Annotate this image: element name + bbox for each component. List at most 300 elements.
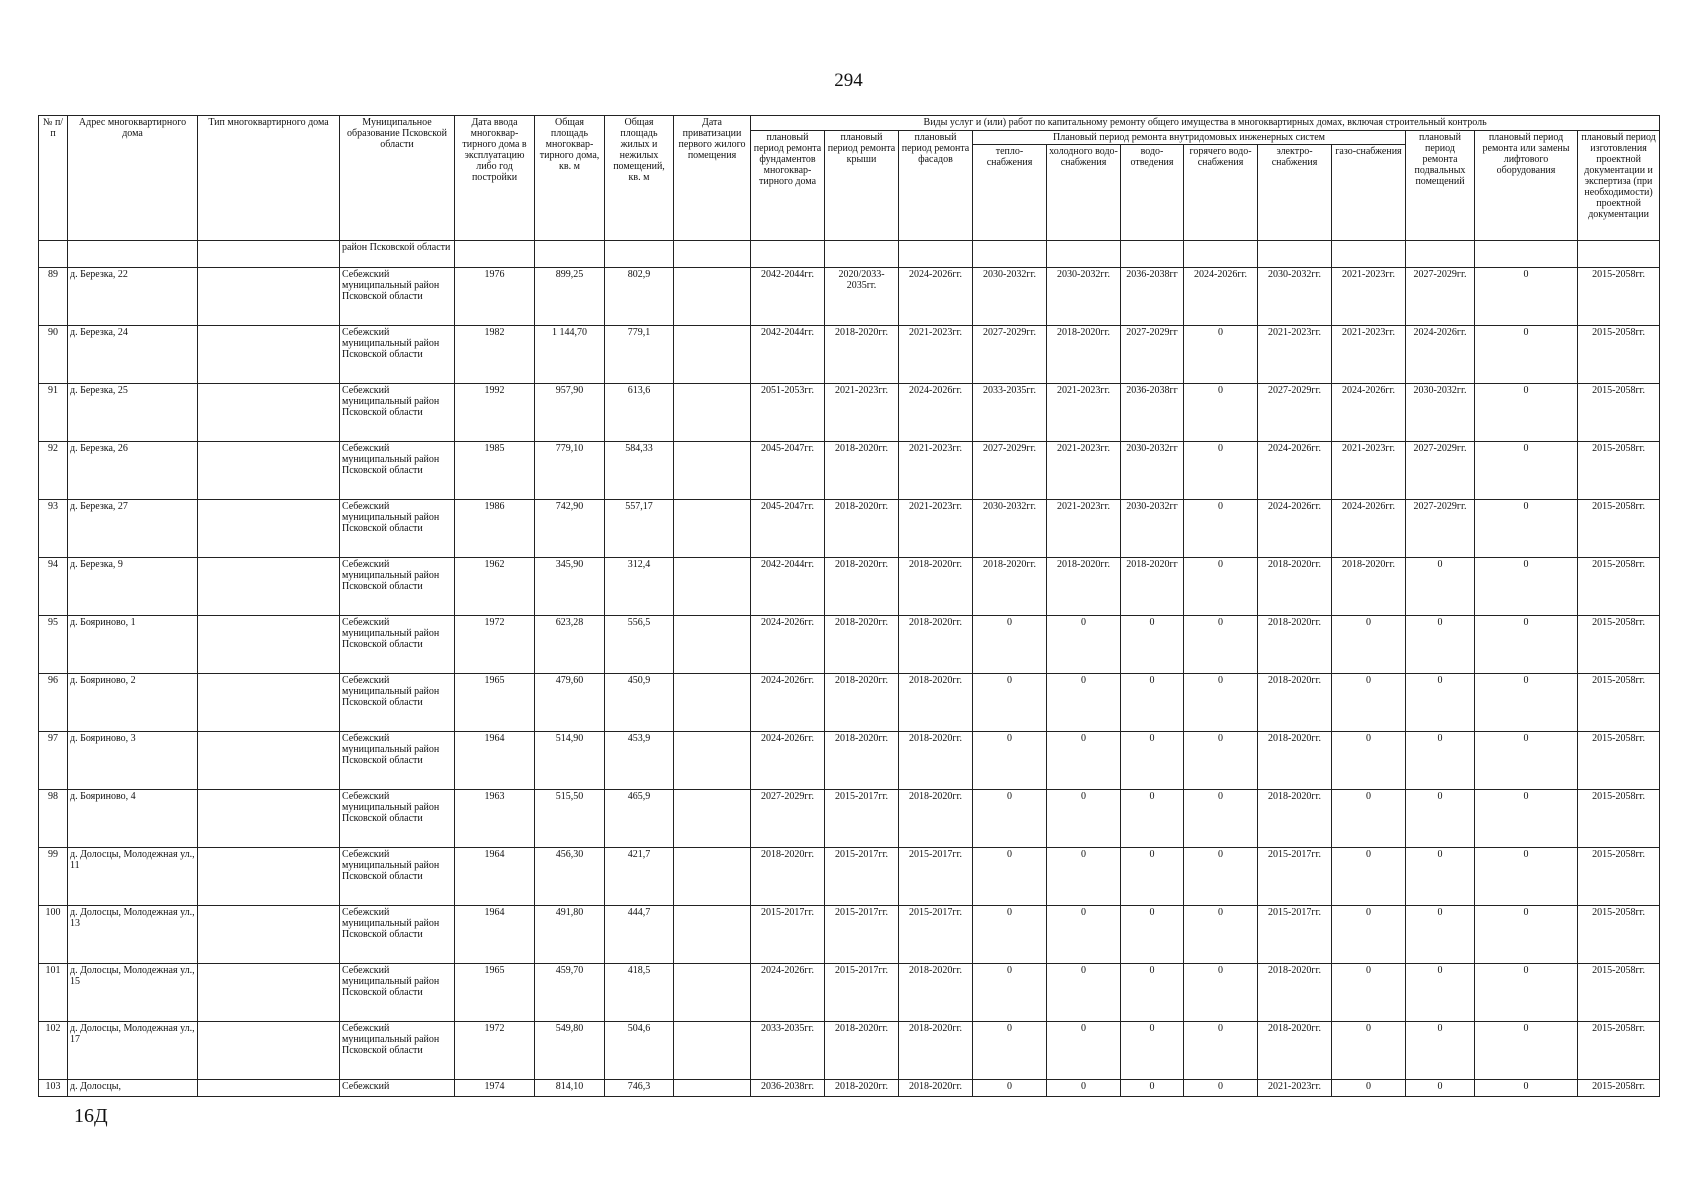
- cell-living-area: 557,17: [605, 500, 674, 558]
- cell-facade: 2018-2020гг.: [899, 558, 973, 616]
- cell-basement: 2030-2032гг.: [1406, 384, 1475, 442]
- cell-elevator: 0: [1475, 326, 1578, 384]
- cell-sewerage: 2036-2038гг: [1121, 384, 1184, 442]
- cell-address: д. Березка, 27: [68, 500, 198, 558]
- cell-electricity: 2027-2029гг.: [1258, 384, 1332, 442]
- header-systems-group: Плановый период ремонта внутридомовых инженерных систем: [973, 131, 1406, 145]
- cell-electricity: 2018-2020гг.: [1258, 558, 1332, 616]
- cell-foundation: 2027-2029гг.: [751, 790, 825, 848]
- cell-total-area: 814,10: [535, 1080, 605, 1097]
- cell-electricity: 2018-2020гг.: [1258, 674, 1332, 732]
- cell-num: 96: [39, 674, 68, 732]
- cell-sewerage: 0: [1121, 906, 1184, 964]
- cell-address: д. Березка, 24: [68, 326, 198, 384]
- table-row: [39, 848, 1660, 906]
- cell-cold-water: 0: [1047, 1080, 1121, 1097]
- header-facade: плановый период ремонта фасадов: [899, 131, 973, 241]
- cell-hot-water: 0: [1184, 558, 1258, 616]
- cell-sewerage: 0: [1121, 964, 1184, 1022]
- cell-address: д. Березка, 9: [68, 558, 198, 616]
- table-row: [39, 326, 1660, 384]
- cell-design-docs: 2015-2058гг.: [1578, 848, 1660, 906]
- cell-heating: 2033-2035гг.: [973, 384, 1047, 442]
- cell-address: д. Бояриново, 2: [68, 674, 198, 732]
- cell-sewerage: 0: [1121, 1080, 1184, 1097]
- cell-hot-water: 0: [1184, 674, 1258, 732]
- cell-roof: 2018-2020гг.: [825, 674, 899, 732]
- cell-hot-water: 0: [1184, 732, 1258, 790]
- cell-foundation: 2042-2044гг.: [751, 268, 825, 326]
- cell-living-area: 312,4: [605, 558, 674, 616]
- cell-hot-water: 0: [1184, 964, 1258, 1022]
- cell-elevator: 0: [1475, 964, 1578, 1022]
- cell-cold-water: 0: [1047, 732, 1121, 790]
- cell-privatization: [674, 1022, 751, 1080]
- cell-year: 1985: [455, 442, 535, 500]
- cell-num: 101: [39, 964, 68, 1022]
- cell-basement: 2027-2029гг.: [1406, 500, 1475, 558]
- cell-facade: 2021-2023гг.: [899, 326, 973, 384]
- cell-foundation: 2024-2026гг.: [751, 674, 825, 732]
- table-row: [39, 442, 1660, 500]
- cell-heating: 2027-2029гг.: [973, 326, 1047, 384]
- cell-year: 1974: [455, 1080, 535, 1097]
- cell-sewerage: 0: [1121, 732, 1184, 790]
- cell-privatization: [674, 268, 751, 326]
- cell-municipality: Себежский муниципальный район Псковской области: [340, 558, 455, 616]
- cell-address: д. Березка, 25: [68, 384, 198, 442]
- header-privatization-date: Дата приватизации первого жилого помещения: [674, 116, 751, 241]
- cell-municipality: Себежский муниципальный район Псковской области: [340, 674, 455, 732]
- cell-type: [198, 500, 340, 558]
- cell-num: 90: [39, 326, 68, 384]
- cell-municipality: Себежский муниципальный район Псковской области: [340, 500, 455, 558]
- cell-cold-water: 2018-2020гг.: [1047, 326, 1121, 384]
- cell-municipality: Себежский муниципальный район Псковской области: [340, 384, 455, 442]
- cell-facade: 2018-2020гг.: [899, 732, 973, 790]
- cell-type: [198, 442, 340, 500]
- cell-electricity: 2024-2026гг.: [1258, 442, 1332, 500]
- cell-basement: 0: [1406, 558, 1475, 616]
- cell-facade: 2024-2026гг.: [899, 384, 973, 442]
- cell-cold-water: 2018-2020гг.: [1047, 558, 1121, 616]
- table-row: [39, 500, 1660, 558]
- cell-year: 1964: [455, 848, 535, 906]
- cell-living-area: 613,6: [605, 384, 674, 442]
- cell-basement: 0: [1406, 732, 1475, 790]
- cell-year: 1965: [455, 674, 535, 732]
- cell-electricity: 2018-2020гг.: [1258, 732, 1332, 790]
- cell-municipality: Себежский муниципальный район Псковской области: [340, 442, 455, 500]
- cell-type: [198, 384, 340, 442]
- cell-municipality: Себежский муниципальный район Псковской области: [340, 616, 455, 674]
- cell-heating: 0: [973, 1022, 1047, 1080]
- cell-privatization: [674, 674, 751, 732]
- cell-cold-water: 0: [1047, 616, 1121, 674]
- cell-heating: 2030-2032гг.: [973, 500, 1047, 558]
- cell-year: 1992: [455, 384, 535, 442]
- cell-privatization: [674, 732, 751, 790]
- cell-sewerage: 0: [1121, 616, 1184, 674]
- cell-privatization: [674, 558, 751, 616]
- cell-type: [198, 616, 340, 674]
- cell-heating: 2027-2029гг.: [973, 442, 1047, 500]
- cell-elevator: 0: [1475, 384, 1578, 442]
- cell-privatization: [674, 500, 751, 558]
- cell-type: [198, 732, 340, 790]
- cell-gas: 0: [1332, 732, 1406, 790]
- cell-address: д. Долосцы, Молодежная ул., 13: [68, 906, 198, 964]
- cell-facade: 2018-2020гг.: [899, 790, 973, 848]
- cell-heating: 0: [973, 616, 1047, 674]
- cell-basement: 0: [1406, 848, 1475, 906]
- cell-gas: 0: [1332, 674, 1406, 732]
- cell-foundation: 2024-2026гг.: [751, 616, 825, 674]
- header-design-docs: плановый период изготовления проектной документации и экспертиза (при необходимости) проектной документации: [1578, 131, 1660, 241]
- cell-num: 89: [39, 268, 68, 326]
- cell-type: [198, 906, 340, 964]
- cell-basement: 0: [1406, 964, 1475, 1022]
- cell-sewerage: 2036-2038гг: [1121, 268, 1184, 326]
- cell-municipality: Себежский: [340, 1080, 455, 1097]
- cell-foundation: 2024-2026гг.: [751, 732, 825, 790]
- cell-heating: 2018-2020гг.: [973, 558, 1047, 616]
- cell-foundation: 2015-2017гг.: [751, 906, 825, 964]
- cell-design-docs: 2015-2058гг.: [1578, 1080, 1660, 1097]
- cell-elevator: 0: [1475, 1080, 1578, 1097]
- cell-living-area: 418,5: [605, 964, 674, 1022]
- page-number: 294: [834, 70, 863, 91]
- cell-num: 103: [39, 1080, 68, 1097]
- table-row: [39, 384, 1660, 442]
- cell-electricity: 2021-2023гг.: [1258, 1080, 1332, 1097]
- cell-total-area: 742,90: [535, 500, 605, 558]
- cell-heating: 0: [973, 732, 1047, 790]
- cell-roof: 2018-2020гг.: [825, 732, 899, 790]
- cell-electricity: 2018-2020гг.: [1258, 790, 1332, 848]
- cell-gas: 0: [1332, 964, 1406, 1022]
- cell-municipality: Себежский муниципальный район Псковской области: [340, 326, 455, 384]
- cell-gas: 2018-2020гг.: [1332, 558, 1406, 616]
- header-num: № п/п: [39, 116, 68, 241]
- header-cold-water: холодного водо-снабжения: [1047, 145, 1121, 241]
- cell-year: 1972: [455, 1022, 535, 1080]
- cell-year: 1972: [455, 616, 535, 674]
- cell-type: [198, 1022, 340, 1080]
- header-total-area: Общая площадь многоквар-тирного дома, кв. м: [535, 116, 605, 241]
- cell-foundation: 2033-2035гг.: [751, 1022, 825, 1080]
- cell-cold-water: 0: [1047, 848, 1121, 906]
- cell-facade: 2015-2017гг.: [899, 906, 973, 964]
- cell-address: д. Долосцы, Молодежная ул., 15: [68, 964, 198, 1022]
- cell-hot-water: 0: [1184, 790, 1258, 848]
- cell-privatization: [674, 384, 751, 442]
- page-code: 16Д: [74, 1105, 108, 1127]
- cell-elevator: 0: [1475, 558, 1578, 616]
- cell-roof: 2021-2023гг.: [825, 384, 899, 442]
- header-commission-date: Дата ввода многоквар-тирного дома в эксплуатацию либо год постройки: [455, 116, 535, 241]
- cell-design-docs: 2015-2058гг.: [1578, 616, 1660, 674]
- cell-living-area: 453,9: [605, 732, 674, 790]
- cell-design-docs: 2015-2058гг.: [1578, 964, 1660, 1022]
- table-row: [39, 906, 1660, 964]
- cell-address: д. Долосцы, Молодежная ул., 17: [68, 1022, 198, 1080]
- cell-heating: 0: [973, 964, 1047, 1022]
- cell-privatization: [674, 906, 751, 964]
- cell-gas: 2021-2023гг.: [1332, 268, 1406, 326]
- cell-living-area: 802,9: [605, 268, 674, 326]
- cell-facade: 2018-2020гг.: [899, 1080, 973, 1097]
- header-hot-water: горячего водо-снабжения: [1184, 145, 1258, 241]
- cell-year: 1964: [455, 732, 535, 790]
- cell-elevator: 0: [1475, 442, 1578, 500]
- header-basement: плановый период ремонта подвальных помещений: [1406, 131, 1475, 241]
- repair-schedule-table: [38, 115, 1660, 1097]
- cell-living-area: 421,7: [605, 848, 674, 906]
- cell-facade: 2018-2020гг.: [899, 964, 973, 1022]
- cell-address: д. Березка, 22: [68, 268, 198, 326]
- cell-roof: 2018-2020гг.: [825, 616, 899, 674]
- continuation-text: район Псковской области: [340, 241, 455, 268]
- cell-privatization: [674, 1080, 751, 1097]
- cell-year: 1964: [455, 906, 535, 964]
- header-heating: тепло-снабжения: [973, 145, 1047, 241]
- cell-heating: 0: [973, 906, 1047, 964]
- header-living-area: Общая площадь жилых и нежилых помещений, кв. м: [605, 116, 674, 241]
- cell-year: 1965: [455, 964, 535, 1022]
- header-works-group: Виды услуг и (или) работ по капитальному ремонту общего имущества в многоквартирных домах, включая строительный контроль: [751, 116, 1660, 131]
- cell-address: д. Бояриново, 4: [68, 790, 198, 848]
- cell-facade: 2015-2017гг.: [899, 848, 973, 906]
- table-row: [39, 964, 1660, 1022]
- cell-privatization: [674, 848, 751, 906]
- cell-num: 92: [39, 442, 68, 500]
- cell-year: 1986: [455, 500, 535, 558]
- header-sewerage: водо-отведения: [1121, 145, 1184, 241]
- cell-elevator: 0: [1475, 1022, 1578, 1080]
- cell-total-area: 515,50: [535, 790, 605, 848]
- cell-type: [198, 674, 340, 732]
- cell-total-area: 1 144,70: [535, 326, 605, 384]
- cell-living-area: 556,5: [605, 616, 674, 674]
- header-type: Тип многоквартирного дома: [198, 116, 340, 241]
- cell-type: [198, 326, 340, 384]
- cell-total-area: 491,80: [535, 906, 605, 964]
- cell-cold-water: 2021-2023гг.: [1047, 500, 1121, 558]
- cell-hot-water: 2024-2026гг.: [1184, 268, 1258, 326]
- cell-facade: 2021-2023гг.: [899, 500, 973, 558]
- cell-foundation: 2042-2044гг.: [751, 558, 825, 616]
- cell-electricity: 2018-2020гг.: [1258, 964, 1332, 1022]
- cell-basement: 0: [1406, 1080, 1475, 1097]
- cell-heating: 0: [973, 674, 1047, 732]
- cell-type: [198, 790, 340, 848]
- cell-num: 95: [39, 616, 68, 674]
- header-electricity: электро-снабжения: [1258, 145, 1332, 241]
- cell-year: 1963: [455, 790, 535, 848]
- cell-facade: 2024-2026гг.: [899, 268, 973, 326]
- cell-total-area: 514,90: [535, 732, 605, 790]
- cell-privatization: [674, 790, 751, 848]
- cell-municipality: Себежский муниципальный район Псковской области: [340, 848, 455, 906]
- cell-elevator: 0: [1475, 268, 1578, 326]
- cell-electricity: 2030-2032гг.: [1258, 268, 1332, 326]
- cell-hot-water: 0: [1184, 384, 1258, 442]
- cell-sewerage: 2018-2020гг: [1121, 558, 1184, 616]
- cell-year: 1962: [455, 558, 535, 616]
- cell-address: д. Долосцы,: [68, 1080, 198, 1097]
- cell-electricity: 2018-2020гг.: [1258, 1022, 1332, 1080]
- cell-address: д. Березка, 26: [68, 442, 198, 500]
- cell-roof: 2018-2020гг.: [825, 1080, 899, 1097]
- cell-design-docs: 2015-2058гг.: [1578, 500, 1660, 558]
- cell-sewerage: 0: [1121, 1022, 1184, 1080]
- cell-facade: 2021-2023гг.: [899, 442, 973, 500]
- cell-type: [198, 848, 340, 906]
- cell-elevator: 0: [1475, 790, 1578, 848]
- table-row-truncated: [39, 1080, 1660, 1097]
- cell-basement: 0: [1406, 906, 1475, 964]
- cell-roof: 2018-2020гг.: [825, 500, 899, 558]
- cell-num: 99: [39, 848, 68, 906]
- cell-total-area: 479,60: [535, 674, 605, 732]
- cell-gas: 0: [1332, 848, 1406, 906]
- cell-elevator: 0: [1475, 906, 1578, 964]
- cell-elevator: 0: [1475, 848, 1578, 906]
- continuation-row: [39, 241, 1660, 268]
- cell-total-area: 456,30: [535, 848, 605, 906]
- cell-design-docs: 2015-2058гг.: [1578, 790, 1660, 848]
- cell-facade: 2018-2020гг.: [899, 1022, 973, 1080]
- cell-sewerage: 0: [1121, 848, 1184, 906]
- cell-design-docs: 2015-2058гг.: [1578, 558, 1660, 616]
- cell-cold-water: 2021-2023гг.: [1047, 442, 1121, 500]
- cell-cold-water: 0: [1047, 790, 1121, 848]
- table-row: [39, 1022, 1660, 1080]
- table-row: [39, 616, 1660, 674]
- cell-gas: 0: [1332, 1022, 1406, 1080]
- cell-total-area: 623,28: [535, 616, 605, 674]
- cell-hot-water: 0: [1184, 616, 1258, 674]
- cell-year: 1982: [455, 326, 535, 384]
- header-roof: плановый период ремонта крыши: [825, 131, 899, 241]
- cell-municipality: Себежский муниципальный район Псковской области: [340, 964, 455, 1022]
- cell-roof: 2015-2017гг.: [825, 964, 899, 1022]
- cell-privatization: [674, 616, 751, 674]
- cell-facade: 2018-2020гг.: [899, 616, 973, 674]
- cell-foundation: 2045-2047гг.: [751, 500, 825, 558]
- cell-foundation: 2018-2020гг.: [751, 848, 825, 906]
- header-foundation: плановый период ремонта фундаментов многоквар-тирного дома: [751, 131, 825, 241]
- cell-foundation: 2042-2044гг.: [751, 326, 825, 384]
- cell-heating: 0: [973, 1080, 1047, 1097]
- cell-hot-water: 0: [1184, 326, 1258, 384]
- cell-address: д. Долосцы, Молодежная ул., 11: [68, 848, 198, 906]
- cell-hot-water: 0: [1184, 906, 1258, 964]
- cell-electricity: 2018-2020гг.: [1258, 616, 1332, 674]
- table-row: [39, 790, 1660, 848]
- cell-sewerage: 2030-2032гг: [1121, 442, 1184, 500]
- cell-address: д. Бояриново, 3: [68, 732, 198, 790]
- cell-num: 102: [39, 1022, 68, 1080]
- table-row: [39, 732, 1660, 790]
- cell-gas: 0: [1332, 790, 1406, 848]
- cell-elevator: 0: [1475, 616, 1578, 674]
- cell-hot-water: 0: [1184, 848, 1258, 906]
- cell-type: [198, 964, 340, 1022]
- cell-hot-water: 0: [1184, 1080, 1258, 1097]
- cell-num: 97: [39, 732, 68, 790]
- cell-privatization: [674, 326, 751, 384]
- cell-electricity: 2015-2017гг.: [1258, 906, 1332, 964]
- cell-foundation: 2036-2038гг.: [751, 1080, 825, 1097]
- cell-basement: 0: [1406, 790, 1475, 848]
- cell-total-area: 957,90: [535, 384, 605, 442]
- header-gas: газо-снабжения: [1332, 145, 1406, 241]
- cell-roof: 2015-2017гг.: [825, 790, 899, 848]
- cell-privatization: [674, 442, 751, 500]
- cell-type: [198, 558, 340, 616]
- cell-total-area: 899,25: [535, 268, 605, 326]
- cell-sewerage: 0: [1121, 674, 1184, 732]
- cell-hot-water: 0: [1184, 442, 1258, 500]
- cell-heating: 0: [973, 790, 1047, 848]
- cell-heating: 2030-2032гг.: [973, 268, 1047, 326]
- cell-elevator: 0: [1475, 674, 1578, 732]
- cell-hot-water: 0: [1184, 1022, 1258, 1080]
- cell-basement: 0: [1406, 674, 1475, 732]
- cell-basement: 2027-2029гг.: [1406, 268, 1475, 326]
- cell-living-area: 465,9: [605, 790, 674, 848]
- cell-design-docs: 2015-2058гг.: [1578, 674, 1660, 732]
- table-row: [39, 558, 1660, 616]
- cell-gas: 0: [1332, 1080, 1406, 1097]
- cell-basement: 0: [1406, 616, 1475, 674]
- cell-roof: 2018-2020гг.: [825, 326, 899, 384]
- cell-year: 1976: [455, 268, 535, 326]
- cell-total-area: 779,10: [535, 442, 605, 500]
- cell-municipality: Себежский муниципальный район Псковской области: [340, 1022, 455, 1080]
- cell-cold-water: 2021-2023гг.: [1047, 384, 1121, 442]
- cell-type: [198, 268, 340, 326]
- cell-cold-water: 0: [1047, 674, 1121, 732]
- cell-living-area: 779,1: [605, 326, 674, 384]
- cell-num: 100: [39, 906, 68, 964]
- cell-design-docs: 2015-2058гг.: [1578, 384, 1660, 442]
- cell-facade: 2018-2020гг.: [899, 674, 973, 732]
- cell-foundation: 2045-2047гг.: [751, 442, 825, 500]
- cell-foundation: 2051-2053гг.: [751, 384, 825, 442]
- cell-cold-water: 0: [1047, 906, 1121, 964]
- cell-elevator: 0: [1475, 732, 1578, 790]
- cell-num: 93: [39, 500, 68, 558]
- cell-sewerage: 2027-2029гг: [1121, 326, 1184, 384]
- cell-electricity: 2015-2017гг.: [1258, 848, 1332, 906]
- cell-living-area: 584,33: [605, 442, 674, 500]
- cell-living-area: 444,7: [605, 906, 674, 964]
- cell-gas: 0: [1332, 616, 1406, 674]
- cell-municipality: Себежский муниципальный район Псковской области: [340, 906, 455, 964]
- cell-design-docs: 2015-2058гг.: [1578, 326, 1660, 384]
- cell-num: 98: [39, 790, 68, 848]
- cell-basement: 2027-2029гг.: [1406, 442, 1475, 500]
- cell-total-area: 345,90: [535, 558, 605, 616]
- cell-cold-water: 2030-2032гг.: [1047, 268, 1121, 326]
- cell-address: д. Бояриново, 1: [68, 616, 198, 674]
- cell-electricity: 2024-2026гг.: [1258, 500, 1332, 558]
- cell-roof: 2018-2020гг.: [825, 442, 899, 500]
- cell-total-area: 459,70: [535, 964, 605, 1022]
